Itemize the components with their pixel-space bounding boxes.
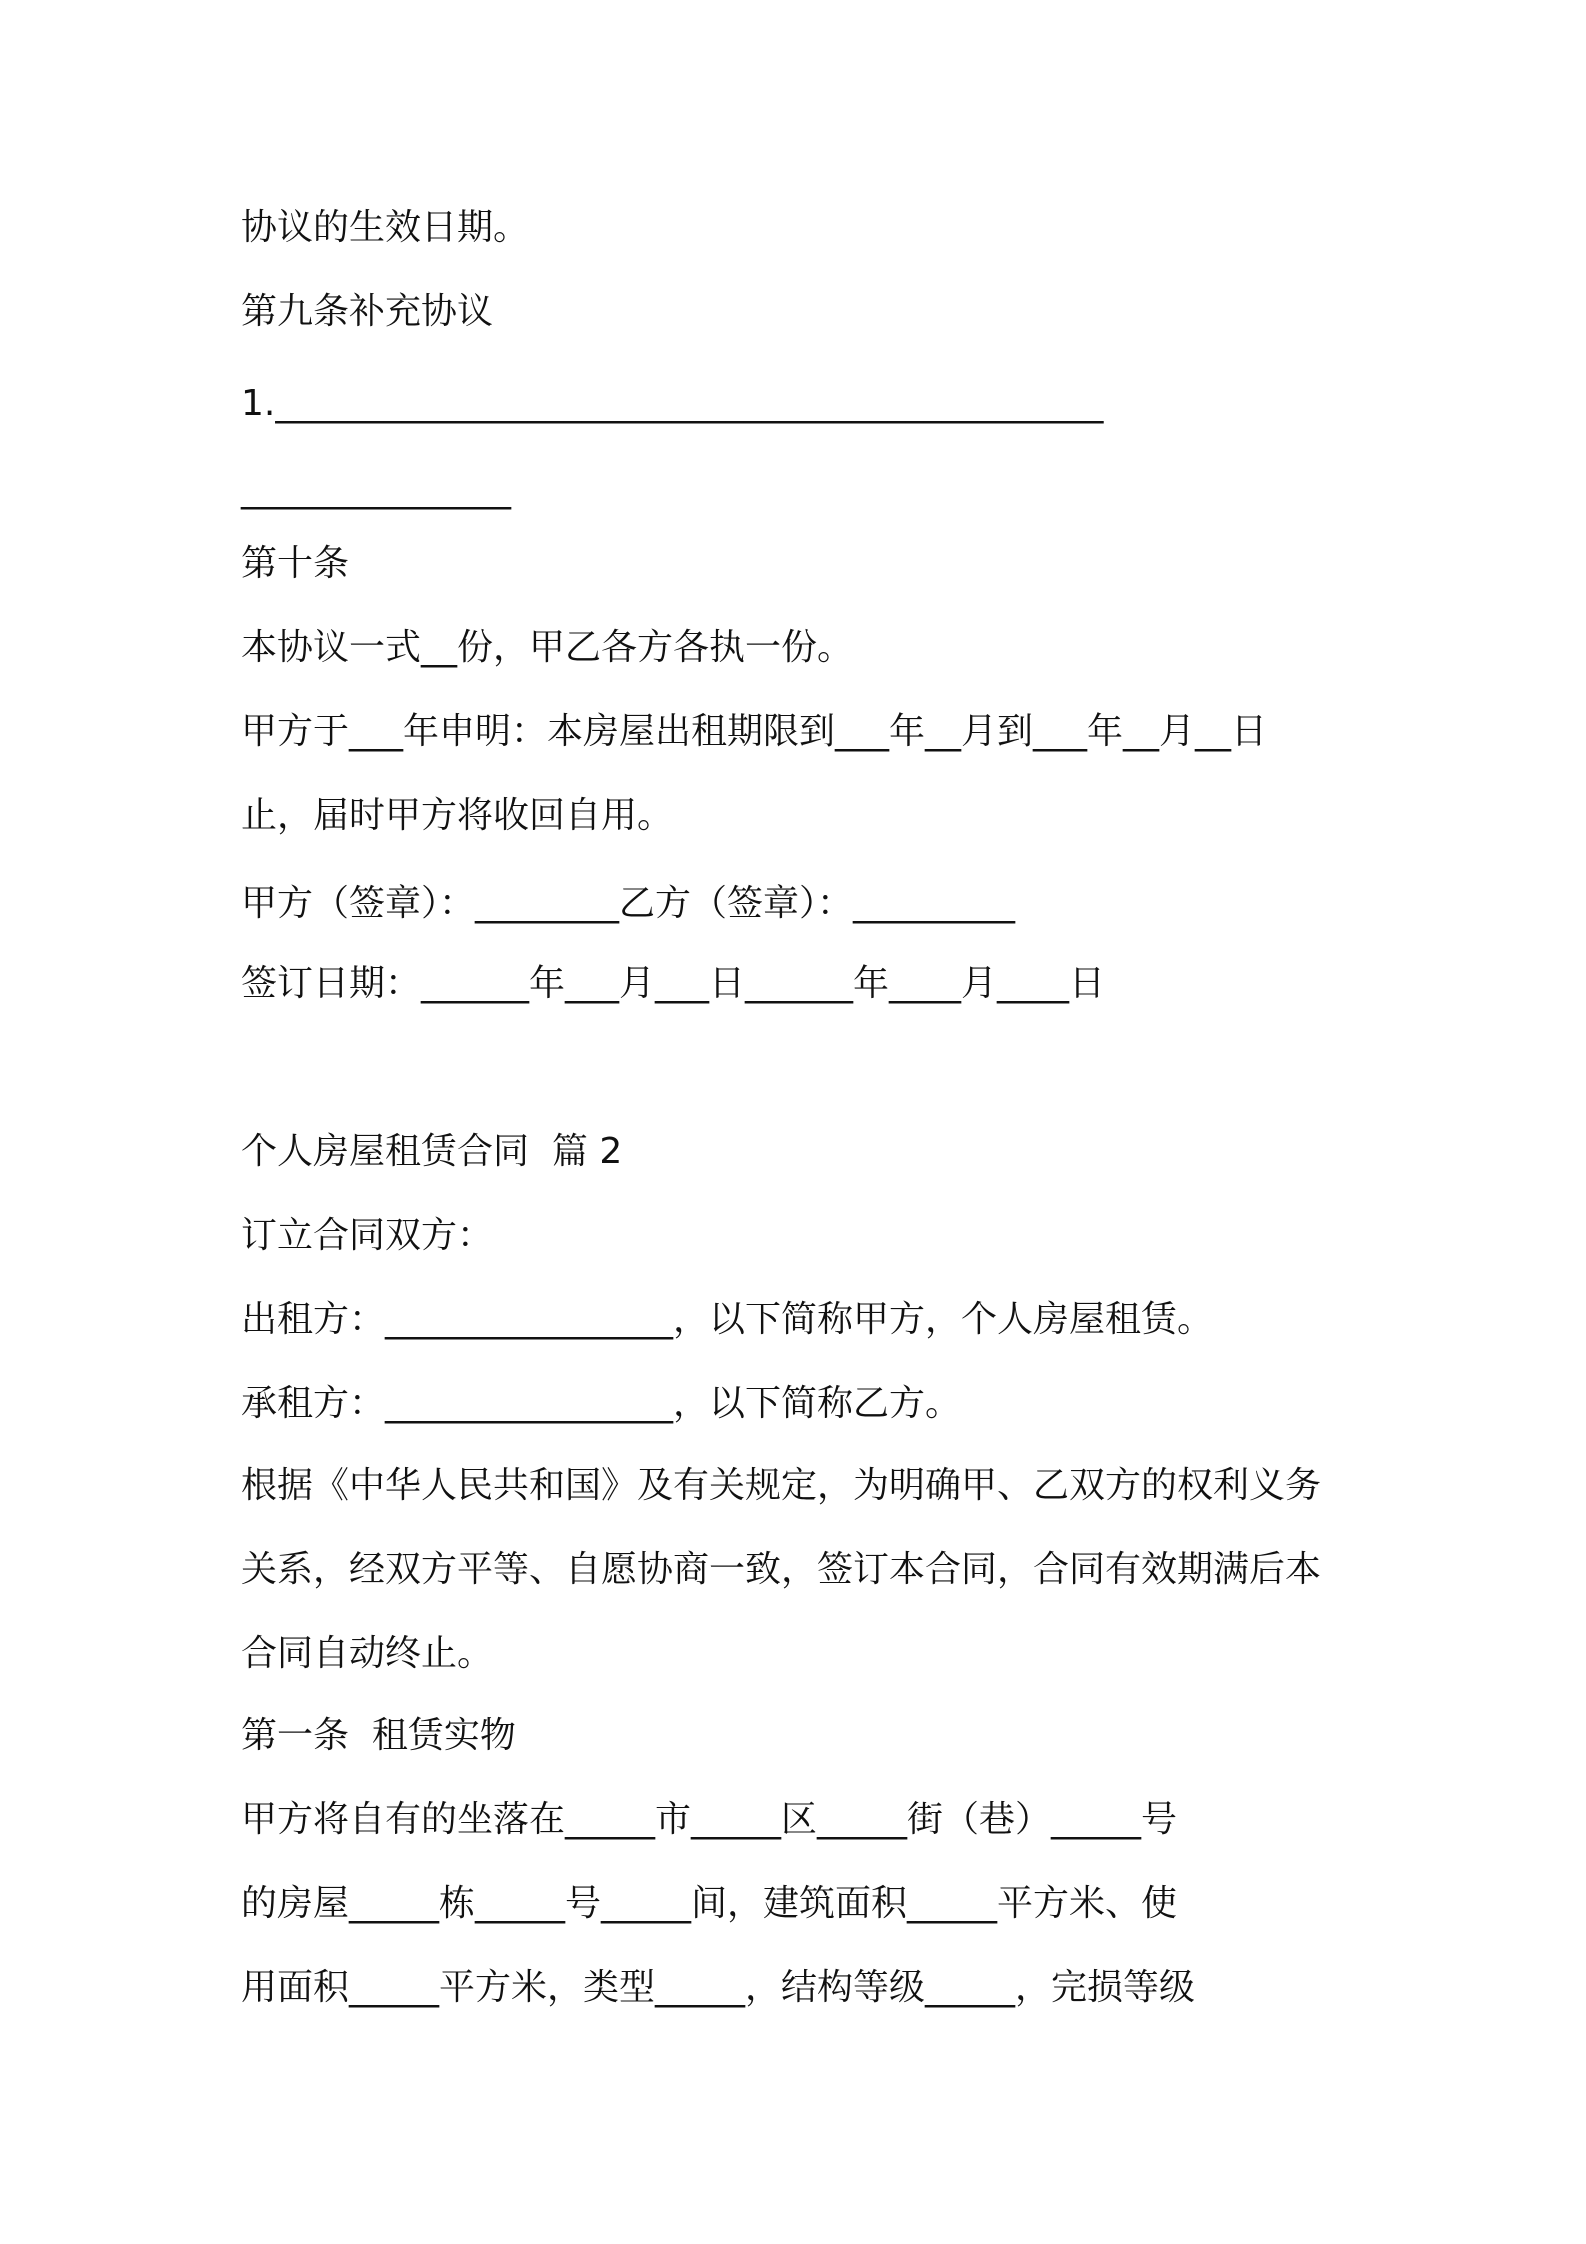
article-heading: 第十条 bbox=[241, 543, 350, 584]
text-line: 甲方于___年申明：本房屋出租期限到___年__月到___年__月__日 bbox=[241, 711, 1268, 752]
party-line: 出租方：________________，以下简称甲方，个人房屋租赁。 bbox=[241, 1299, 1214, 1340]
article-heading: 第九条补充协议 bbox=[241, 291, 494, 332]
text-line: 的房屋_____栋_____号_____间，建筑面积_____平方米、使 bbox=[241, 1883, 1178, 1924]
text-line: 订立合同双方： bbox=[241, 1215, 494, 1256]
blank-line: _______________ bbox=[241, 469, 511, 510]
signature-line: 甲方（签章）：________乙方（签章）：_________ bbox=[241, 883, 1016, 924]
text-line: 本协议一式__份，甲乙各方各执一份。 bbox=[241, 627, 854, 668]
section-title: 个人房屋租赁合同 篇 2 bbox=[241, 1131, 623, 1172]
text-line: 关系，经双方平等、自愿协商一致，签订本合同，合同有效期满后本 bbox=[241, 1549, 1322, 1590]
date-line: 签订日期：______年___月___日______年____月____日 bbox=[241, 963, 1106, 1004]
text-line: 协议的生效日期。 bbox=[241, 207, 530, 248]
text-line: 用面积_____平方米，类型_____，结构等级_____，完损等级 bbox=[241, 1967, 1196, 2008]
blank-line: 1.______________________________________________ bbox=[241, 383, 1104, 424]
article-heading: 第一条 租赁实物 bbox=[241, 1715, 516, 1756]
text-line: 甲方将自有的坐落在_____市_____区_____街（巷）_____号 bbox=[241, 1799, 1178, 1840]
text-line: 合同自动终止。 bbox=[241, 1633, 494, 1674]
party-line: 承租方：________________，以下简称乙方。 bbox=[241, 1383, 962, 1424]
text-line: 止，届时甲方将收回自用。 bbox=[241, 795, 674, 836]
text-line: 根据《中华人民共和国》及有关规定，为明确甲、乙双方的权利义务 bbox=[241, 1465, 1322, 1506]
